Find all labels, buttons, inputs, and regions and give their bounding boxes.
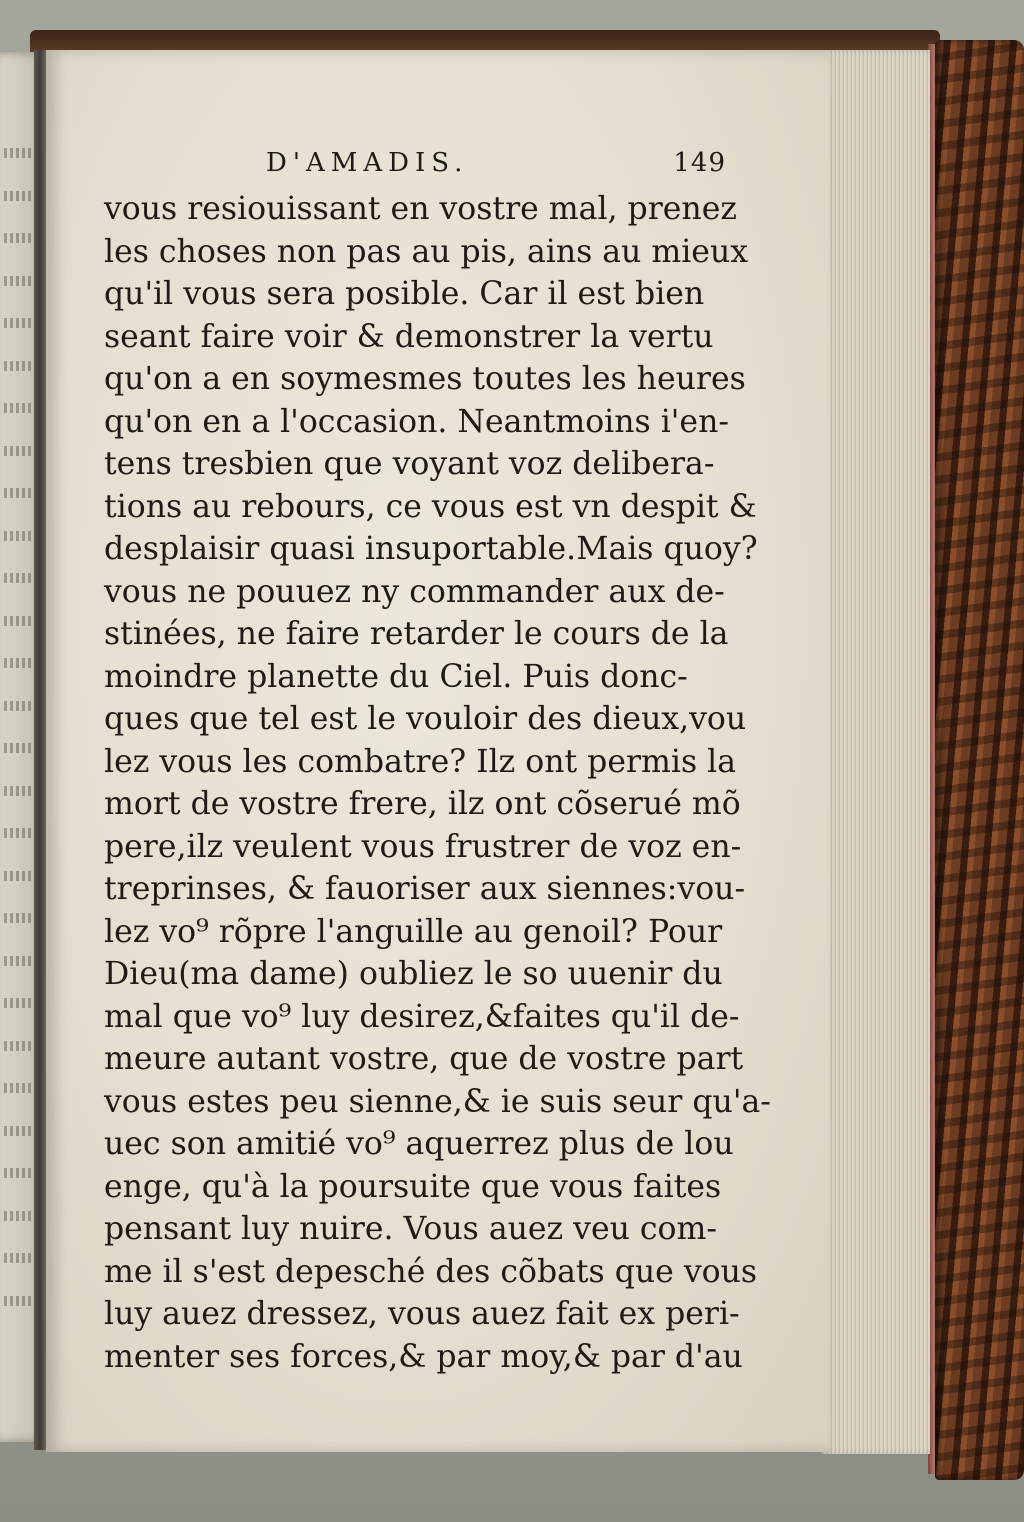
ghost-text-line	[4, 786, 38, 796]
ghost-text-line	[4, 828, 38, 838]
ghost-text-line	[4, 1296, 38, 1306]
text-line: menter ses forces,& par moy,& par d'au	[104, 1338, 743, 1375]
book-binding	[935, 40, 1024, 1480]
ghost-text-line	[4, 1083, 38, 1093]
text-line: vous ne pouuez ny commander aux de-	[104, 573, 725, 610]
text-line: moindre planette du Ciel. Puis donc-	[104, 658, 688, 695]
text-line: lez vo⁹ rõpre l'anguille au genoil? Pour	[104, 913, 723, 950]
ghost-text-line	[4, 1126, 38, 1136]
text-line: seant faire voir & demonstrer la vertu	[104, 318, 714, 355]
ghost-text-line	[4, 403, 38, 413]
ghost-text-line	[4, 1168, 38, 1178]
text-line: luy auez dressez, vous auez fait ex peri-	[104, 1296, 740, 1332]
text-line: treprinses, & fauoriser aux siennes:vou-	[104, 871, 746, 907]
text-line: lez vous les combatre? Ilz ont permis la	[104, 743, 737, 780]
ghost-text-line	[4, 191, 38, 201]
page-fore-edge	[822, 50, 930, 1454]
ghost-text-line	[4, 1041, 38, 1051]
ghost-text-line	[4, 318, 38, 328]
text-line: ques que tel est le vouloir des dieux,vou	[104, 701, 747, 737]
ghost-text-line	[4, 956, 38, 966]
text-line: uec son amitié vo⁹ aquerrez plus de lou	[104, 1126, 734, 1162]
text-line: desplaisir quasi insuportable.Mais quoy?	[104, 531, 758, 567]
running-header	[266, 148, 726, 188]
ghost-text-line	[4, 1211, 38, 1221]
text-line: enge, qu'à la poursuite que vous faites	[104, 1168, 722, 1205]
running-title: D'AMADIS.	[266, 148, 469, 178]
ghost-text-line	[4, 1253, 38, 1263]
text-line: vous estes peu sienne,& ie suis seur qu'a-	[104, 1083, 771, 1120]
text-line: qu'on a en soymesmes toutes les heures	[104, 361, 746, 397]
ghost-text-line	[4, 998, 38, 1008]
ghost-text-line	[4, 616, 38, 626]
text-line: mort de vostre frere, ilz ont cõserué mõ	[104, 786, 741, 822]
text-line: les choses non pas au pis, ains au mieux	[104, 233, 748, 270]
ghost-text-line	[4, 531, 38, 541]
text-line: Dieu(ma dame) oubliez le so uuenir du	[104, 956, 723, 992]
ghost-text-line	[4, 573, 38, 583]
text-line: vous resiouissant en vostre mal, prenez	[104, 191, 737, 227]
ghost-text-line	[4, 871, 38, 881]
text-line: stinées, ne faire retarder le cours de la	[104, 616, 729, 652]
page-number: 149	[673, 148, 726, 178]
text-line: me il s'est depesché des cõbats que vous	[104, 1253, 758, 1290]
page-gutter	[34, 50, 46, 1450]
ghost-text-line	[4, 488, 38, 498]
text-line: pensant luy nuire. Vous auez veu com-	[104, 1211, 718, 1247]
ghost-text-line	[4, 701, 38, 711]
ghost-text-line	[4, 446, 38, 456]
text-line: tions au rebours, ce vous est vn despit &	[104, 488, 757, 525]
text-line: meure autant vostre, que de vostre part	[104, 1041, 744, 1077]
ghost-text-line	[4, 913, 38, 923]
book-top-edge	[30, 30, 940, 52]
body-text	[104, 188, 771, 1378]
text-line: mal que vo⁹ luy desirez,&faites qu'il de-	[104, 998, 740, 1035]
ghost-text-line	[4, 276, 38, 286]
ghost-text-line	[4, 658, 38, 668]
book-page	[46, 50, 830, 1452]
ghost-text-line	[4, 361, 38, 371]
ghost-text-line	[4, 233, 38, 243]
ghost-text-line	[4, 148, 38, 158]
text-line: qu'on en a l'occasion. Neantmoins i'en-	[104, 403, 730, 440]
text-line: pere,ilz veulent vous frustrer de voz en-	[104, 828, 742, 865]
text-line: tens tresbien que voyant voz delibera-	[104, 446, 715, 482]
ghost-text-line	[4, 743, 38, 753]
text-line: qu'il vous sera posible. Car il est bien	[104, 276, 705, 312]
